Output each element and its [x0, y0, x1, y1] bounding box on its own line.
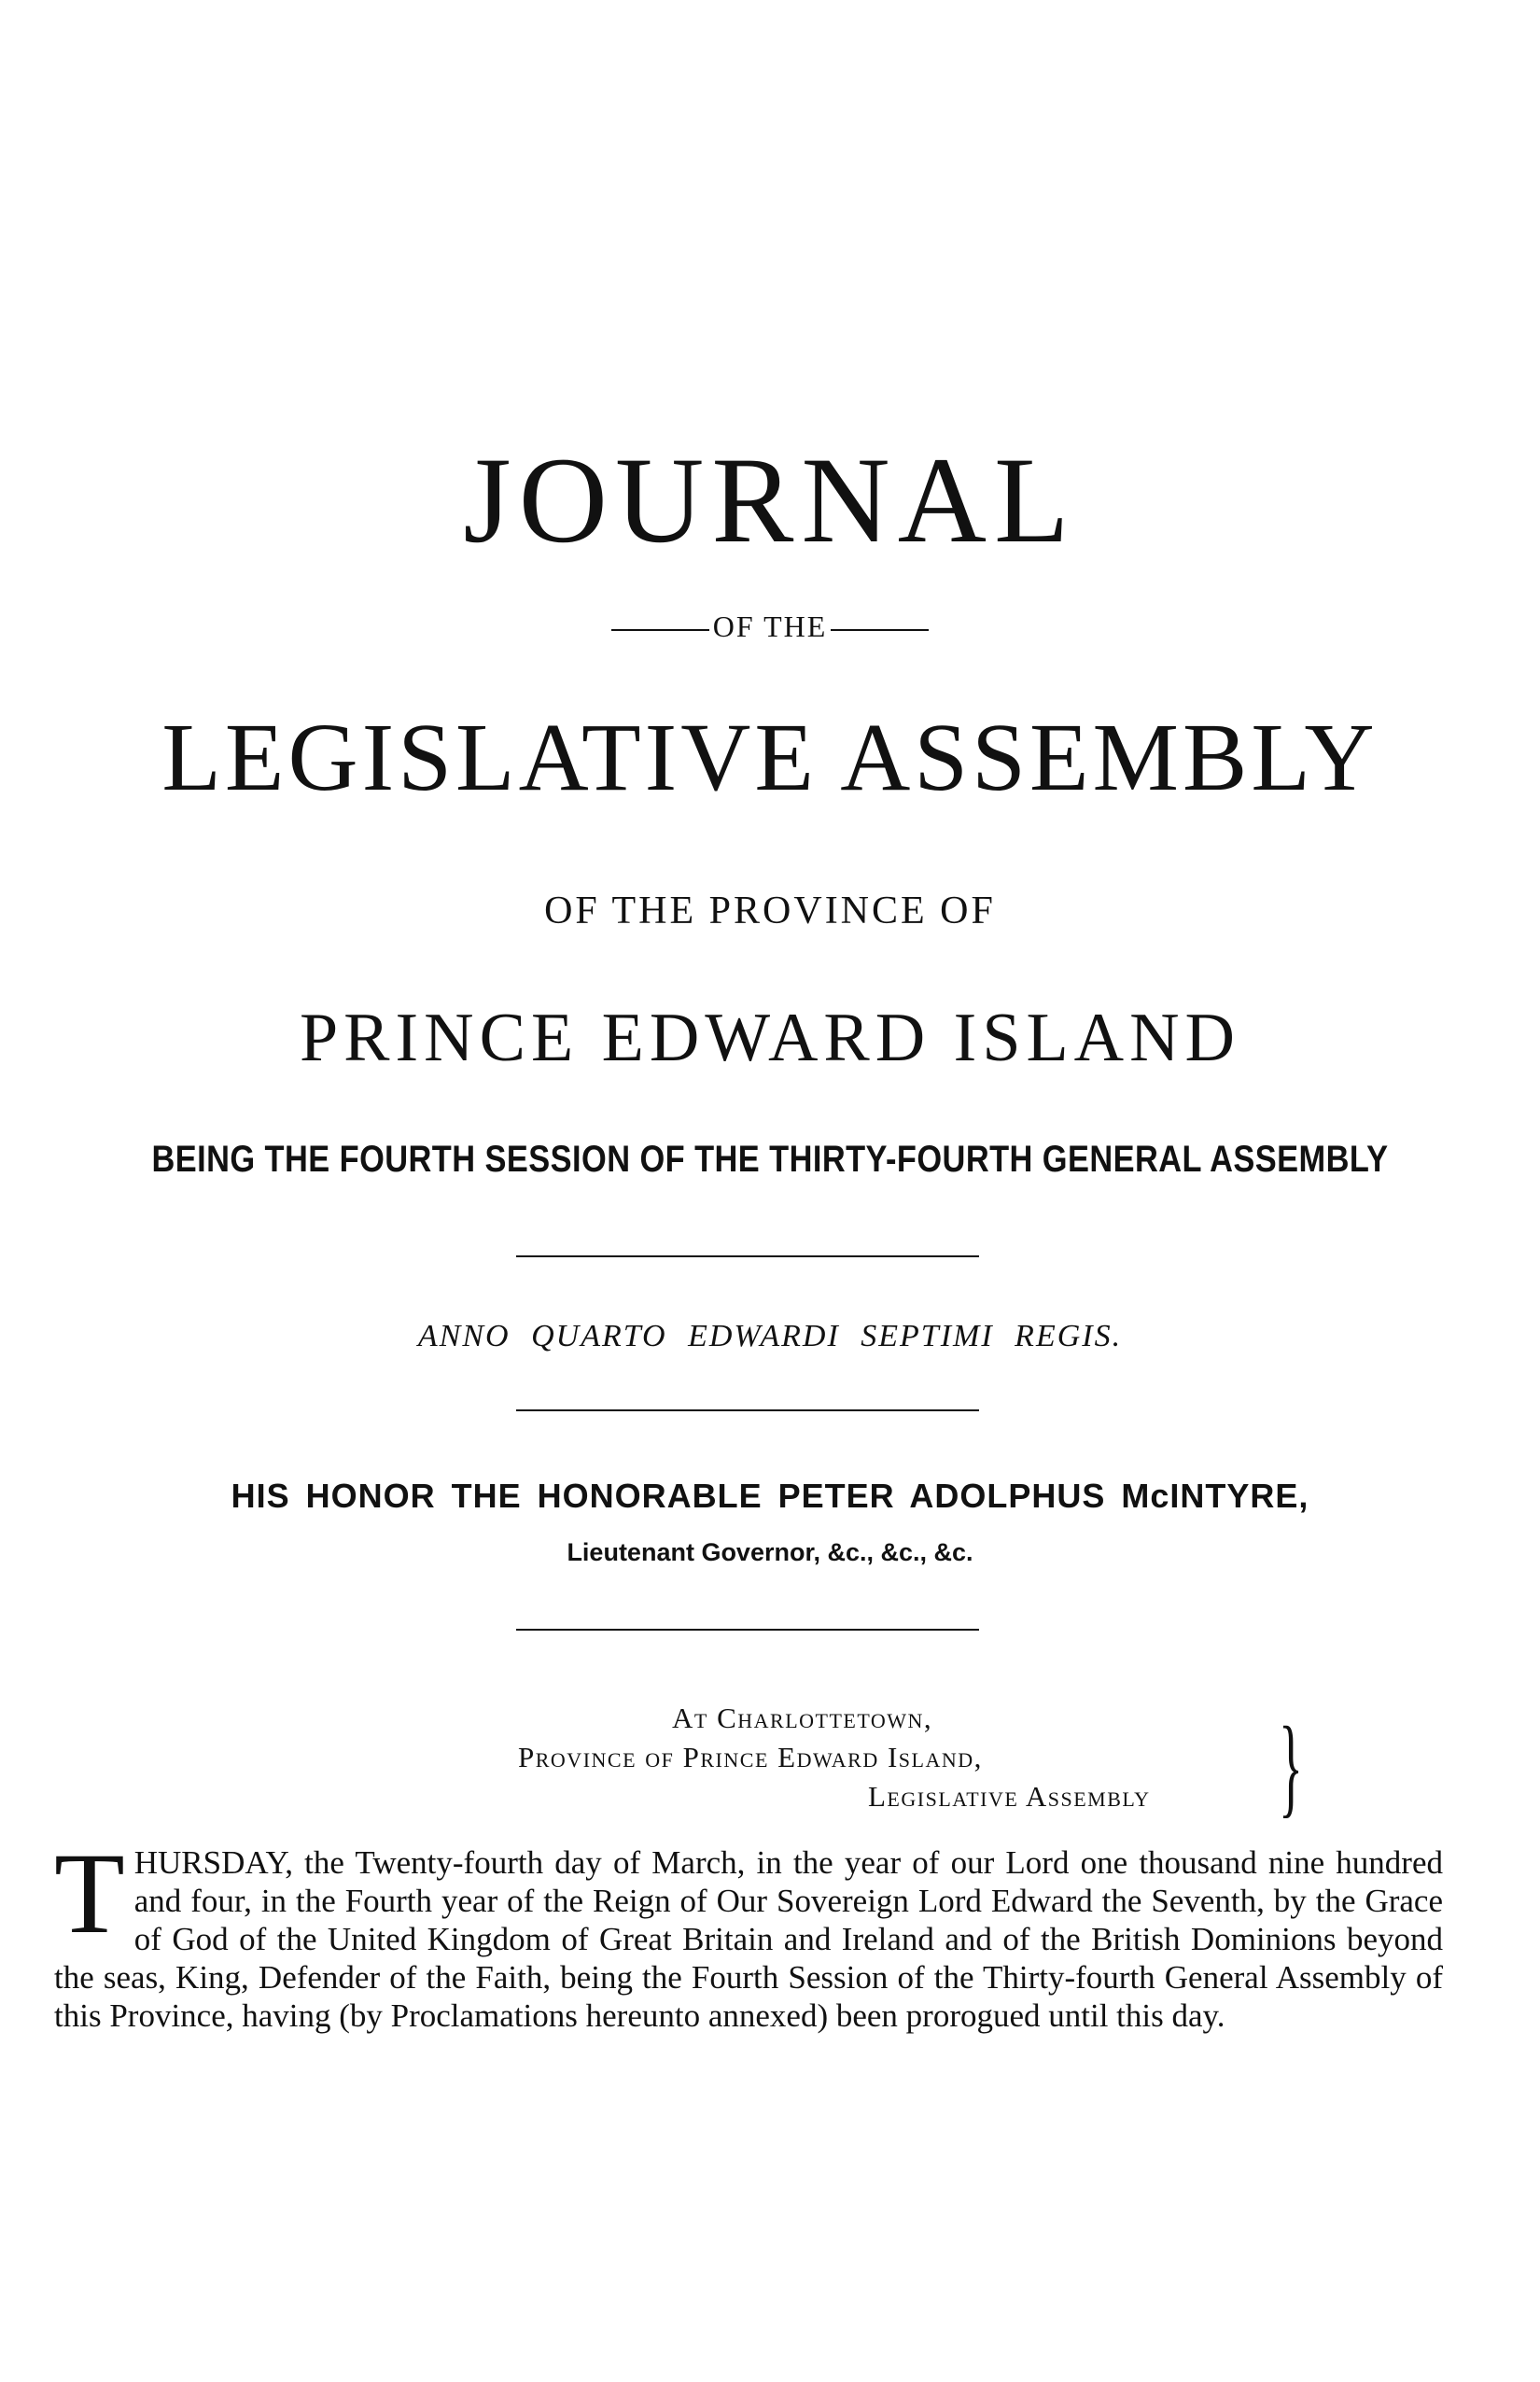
opening-paragraph [54, 1829, 1443, 2035]
divider-rule [516, 1409, 979, 1411]
decorative-dash-left [611, 629, 709, 631]
session-heading: BEING THE FOURTH SESSION OF THE THIRTY-FOURTH GENERAL ASSEMBLY [151, 1139, 1389, 1180]
address-line: At Charlottetown, [672, 1702, 933, 1734]
governor-title: Lieutenant Governor, &c., &c., &c. [567, 1538, 973, 1566]
curly-brace-icon: } [1279, 1703, 1303, 1828]
divider-rule [516, 1629, 979, 1631]
paragraph-text: HURSDAY, the Twenty-fourth day of March, in the year of our Lord one thousand nine hundred and four, in the Fourth year of the Reign of Our Sovereign Lord Edward the Seventh, by the Grace of God of the United Kingdom of Great Britain and Ireland and of the British Dominions beyond the seas, King, Defender of the Faith, being the Fourth Session of the Thirty-fourth General Assembly of this Province, having (by Proclamations hereunto annexed) been prorogued until this day. [54, 1844, 1443, 2034]
subtitle-of-the-province: OF THE PROVINCE OF [544, 890, 996, 932]
of-the-text: OF THE [712, 610, 828, 643]
governor-name: HIS HONOR THE HONORABLE PETER ADOLPHUS McINTYRE, [231, 1477, 1309, 1515]
divider-rule [516, 1255, 979, 1257]
drop-cap: T [54, 1829, 125, 1957]
place-address [504, 1699, 1297, 1816]
title-province-name: PRINCE EDWARD ISLAND [300, 1000, 1240, 1076]
title-journal: JOURNAL [463, 431, 1077, 568]
address-line: Province of Prince Edward Island, [518, 1741, 983, 1773]
decorative-dash-right [831, 629, 929, 631]
subtitle-of-the [0, 611, 1540, 641]
regnal-year: ANNO QUARTO EDWARDI SEPTIMI REGIS. [417, 1319, 1123, 1353]
title-legislative-assembly: LEGISLATIVE ASSEMBLY [161, 704, 1379, 811]
address-line: Legislative Assembly [868, 1780, 1151, 1813]
